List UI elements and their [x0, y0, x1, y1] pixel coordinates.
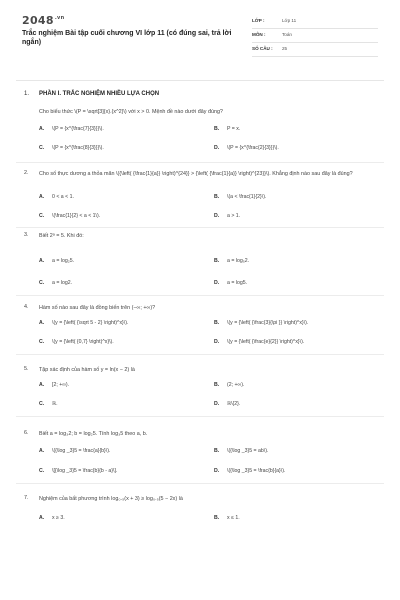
option-c[interactable]: \(\frac{1}{2} < a < 1\).: [52, 213, 101, 219]
question-7: [0, 495, 400, 535]
option-c-letter[interactable]: C.: [39, 401, 45, 407]
option-d[interactable]: \(y = {\left( {\frac{e}{2}} \right)^x}\).: [227, 339, 305, 345]
option-c-letter[interactable]: C.: [39, 213, 45, 219]
option-a-letter[interactable]: A.: [39, 194, 45, 200]
question-text: Tập xác định của hàm số y = ln(x − 2) là: [39, 367, 135, 373]
option-d[interactable]: \(P = {x^{\frac{2}{3}}}\).: [227, 145, 279, 151]
option-b[interactable]: a = log₅2.: [227, 258, 250, 264]
option-b-letter[interactable]: B.: [214, 448, 220, 454]
meta-class: LỚP : Lớp 11: [252, 15, 378, 29]
question-1: [0, 106, 400, 157]
question-number: 7.: [24, 495, 29, 501]
option-d-letter[interactable]: D.: [214, 339, 220, 345]
option-d[interactable]: ℝ\{2}.: [227, 401, 241, 407]
option-c-letter[interactable]: C.: [39, 339, 45, 345]
question-4: [0, 304, 400, 364]
meta-question-count: SỐ CÂU : 25: [252, 43, 378, 57]
option-b-letter[interactable]: B.: [214, 320, 220, 326]
option-c[interactable]: a = log2.: [52, 280, 73, 286]
option-b-letter[interactable]: B.: [214, 515, 220, 521]
option-a-letter[interactable]: A.: [39, 320, 45, 326]
question-number: 3.: [24, 232, 29, 238]
option-d-letter[interactable]: D.: [214, 213, 220, 219]
option-b-letter[interactable]: B.: [214, 194, 220, 200]
option-d[interactable]: a = log5.: [227, 280, 248, 286]
option-a[interactable]: \(P = {x^{\frac{7}{3}}}\).: [52, 126, 104, 132]
option-b[interactable]: \(a < \frac{1}{2}\).: [227, 194, 267, 200]
option-d-letter[interactable]: D.: [214, 280, 220, 286]
option-a[interactable]: a = log₂5.: [52, 258, 75, 264]
option-b[interactable]: x ≤ 1.: [227, 515, 240, 521]
question-divider: [16, 227, 384, 228]
option-c[interactable]: ℝ.: [52, 401, 58, 407]
option-d-letter[interactable]: D.: [214, 401, 220, 407]
option-a-letter[interactable]: A.: [39, 258, 45, 264]
meta-subject: MÔN : Toán: [252, 29, 378, 43]
page-title: Trắc nghiệm Bài tập cuối chương VI lớp 11 (có đúng sai, trả lời ngắn): [22, 30, 232, 47]
question-5: [0, 366, 400, 426]
page-header: [0, 0, 400, 70]
option-b[interactable]: P = x.: [227, 126, 241, 132]
question-divider: [16, 416, 384, 417]
option-b[interactable]: \(y = {\left( {\frac{3}{\pi }} \right)^x}\).: [227, 320, 309, 326]
question-text: Cho biểu thức \(P = \sqrt[3]{x}.{x^2}\) với x > 0. Mệnh đề nào dưới đây đúng?: [39, 109, 223, 115]
question-6: [0, 430, 400, 492]
question-divider: [16, 354, 384, 355]
quiz-meta: [252, 15, 378, 57]
question-divider: [16, 162, 384, 163]
option-b-letter[interactable]: B.: [214, 258, 220, 264]
question-number: 2.: [24, 170, 29, 176]
option-a[interactable]: \(y = {\left( {\sqrt 5 - 2} \right)^x}\).: [52, 320, 129, 326]
question-number: 6.: [24, 430, 29, 436]
option-d[interactable]: \({\log _3}5 = \frac{b}{a}\).: [227, 468, 286, 474]
question-text: Nghiệm của bất phương trình log₀.₅(x + 3) ≥ log₀.₅(5 − 2x) là: [39, 496, 183, 502]
option-c[interactable]: \(y = {\left( {0,7} \right)^x}\).: [52, 339, 114, 345]
section-number: 1.: [24, 91, 30, 97]
option-a-letter[interactable]: A.: [39, 382, 45, 388]
question-list: [0, 86, 400, 535]
option-d[interactable]: a > 1.: [227, 213, 241, 219]
option-a-letter[interactable]: A.: [39, 126, 45, 132]
option-c[interactable]: \[{\log _3}5 = \frac{b}{b - a}\].: [52, 468, 118, 474]
site-logo[interactable]: $2048^{.vn}$: [22, 14, 65, 27]
option-c[interactable]: \(P = {x^{\frac{8}{3}}}\).: [52, 145, 104, 151]
option-c-letter[interactable]: C.: [39, 145, 45, 151]
option-a[interactable]: x ≥ 3.: [52, 515, 65, 521]
question-number: 5.: [24, 366, 29, 372]
question-number: 4.: [24, 304, 29, 310]
option-b[interactable]: (2; +∞).: [227, 382, 245, 388]
option-a[interactable]: \({\log _3}5 = \frac{a}{b}\).: [52, 448, 111, 454]
question-divider: [16, 483, 384, 484]
option-b-letter[interactable]: B.: [214, 126, 220, 132]
question-text: Cho số thực dương a thỏa mãn \({\left( {\frac{1}{a}} \right)^{24}} > {\left( {\frac{1}{a}} \right)^{23}}\). Khẳng định nào sau đây là đúng?: [39, 171, 353, 177]
question-3: [0, 232, 400, 307]
section-heading: [0, 86, 400, 106]
option-c-letter[interactable]: C.: [39, 280, 45, 286]
question-text: Hàm số nào sau đây là đồng biến trên (−∞; +∞)?: [39, 305, 156, 311]
option-b[interactable]: \({\log _3}5 = ab\).: [227, 448, 269, 454]
option-d-letter[interactable]: D.: [214, 145, 220, 151]
option-b-letter[interactable]: B.: [214, 382, 220, 388]
question-divider: [16, 295, 384, 296]
section-title: PHẦN I. TRẮC NGHIỆM NHIỀU LỰA CHỌN: [39, 91, 160, 97]
option-a-letter[interactable]: A.: [39, 448, 45, 454]
question-text: Biết 2ᵃ = 5. Khi đó:: [39, 233, 84, 239]
option-d-letter[interactable]: D.: [214, 468, 220, 474]
option-a[interactable]: [2; +∞).: [52, 382, 70, 388]
header-divider: [16, 80, 384, 81]
option-a[interactable]: 0 < a < 1.: [52, 194, 74, 200]
option-c-letter[interactable]: C.: [39, 468, 45, 474]
question-text: Biết a = log₃2; b = log₂5. Tính log₃5 theo a, b.: [39, 431, 148, 437]
option-a-letter[interactable]: A.: [39, 515, 45, 521]
